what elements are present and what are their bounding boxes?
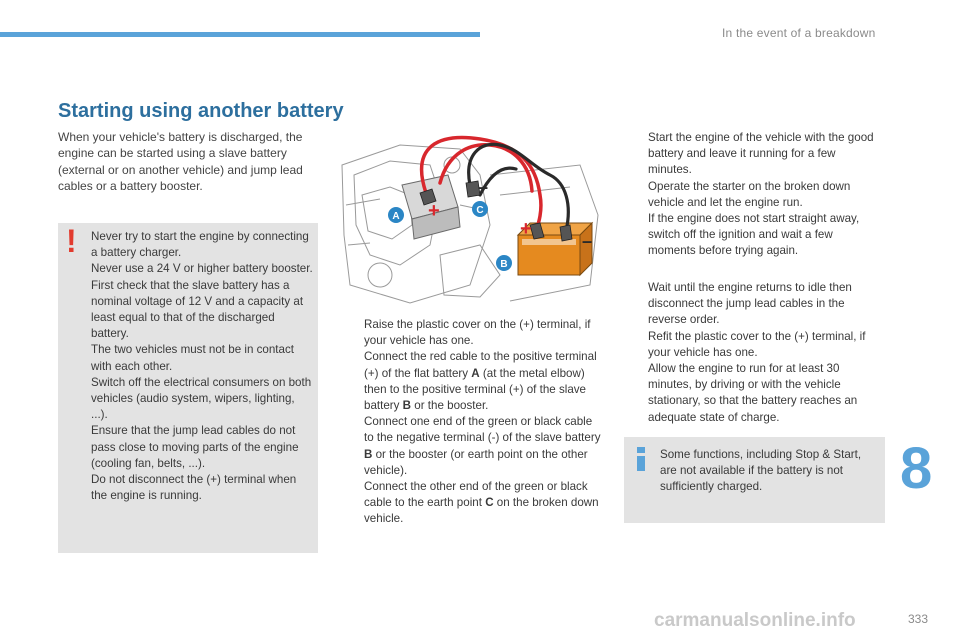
point-label-c [472, 201, 488, 217]
step-item: Connect the red cable to the positive terminal (+) of the flat battery A (at the metal elbow) then to the positive terminal (+) of the slave battery B or the booster. [364, 350, 597, 413]
watermark: carmanualsonline.info [654, 610, 856, 631]
label-a: A [392, 211, 400, 222]
section-header: In the event of a breakdown [722, 26, 876, 40]
plus-symbol: + [428, 200, 440, 222]
info-box [624, 437, 885, 523]
warning-exclamation-icon: ! [66, 223, 77, 259]
jump-start-diagram [340, 135, 602, 305]
step-item: Connect one end of the green or black cable to the negative terminal (-) of the slave battery B or the booster (or earth point on the other vehicle). [364, 415, 601, 477]
step-note: If the engine does not start straight away, switch off the ignition and wait a few moments before trying again. [648, 212, 860, 258]
point-label-b [496, 255, 512, 271]
step-item: Wait until the engine returns to idle then disconnect the jump lead cables in the reverse order. [648, 281, 852, 327]
step-item: Allow the engine to run for at least 30 minutes, by driving or with the vehicle stationary, so that the battery reaches an adequate state of charge. [648, 362, 858, 424]
step-item: Start the engine of the vehicle with the good battery and leave it running for a few minutes. [648, 131, 874, 177]
minus-symbol: – [478, 177, 489, 197]
step-item: Raise the plastic cover on the (+) terminal, if your vehicle has one. [364, 318, 591, 348]
page-number: 333 [908, 612, 929, 626]
warning-line: Ensure that the jump lead cables do not pass close to moving parts of the engine (cooling fan, belts, ...). [91, 424, 299, 470]
warning-line: Never use a 24 V or higher battery booster. [91, 262, 313, 276]
label-c: C [476, 205, 484, 216]
warning-line: First check that the slave battery has a nominal voltage of 12 V and a capacity at least equal to that of the discharged battery. [91, 278, 304, 341]
warning-line: Never try to start the engine by connecting a battery charger. [91, 230, 309, 260]
header-accent-bar [0, 32, 480, 37]
warning-line: Switch off the electrical consumers on both vehicles (audio system, wipers, lighting, ...). [91, 375, 312, 422]
label-b: B [500, 259, 508, 270]
warning-line: The two vehicles must not be in contact with each other. [91, 343, 294, 373]
plus-symbol: + [520, 218, 532, 240]
step-item: Connect the other end of the green or black cable to the earth point C on the broken down vehicle. [364, 480, 599, 526]
minus-symbol: – [582, 231, 593, 251]
point-label-a [388, 207, 404, 223]
info-i-icon [634, 447, 648, 471]
steps-list-start [624, 130, 879, 260]
info-text: Some functions, including Stop & Start, are not available if the battery is not sufficiently charged. [660, 448, 862, 494]
steps-list-connect [340, 317, 602, 528]
warning-box [58, 223, 318, 553]
page-title: Starting using another battery [58, 100, 344, 122]
chapter-number: 8 [900, 436, 933, 501]
step-item: Refit the plastic cover to the (+) terminal, if your vehicle has one. [648, 329, 866, 359]
steps-list-disconnect [624, 280, 879, 426]
intro-paragraph: When your vehicle's battery is discharged, the engine can be started using a slave battery (external or on another vehicle) and jump lead cables or a battery booster. [58, 130, 303, 194]
step-item: Operate the starter on the broken down vehicle and let the engine run. If the engine does not start straight away, switch off the ignition and wait a few moments before trying again. [648, 179, 860, 258]
warning-line: Do not disconnect the (+) terminal when the engine is running. [91, 473, 297, 503]
warning-text [91, 229, 313, 504]
